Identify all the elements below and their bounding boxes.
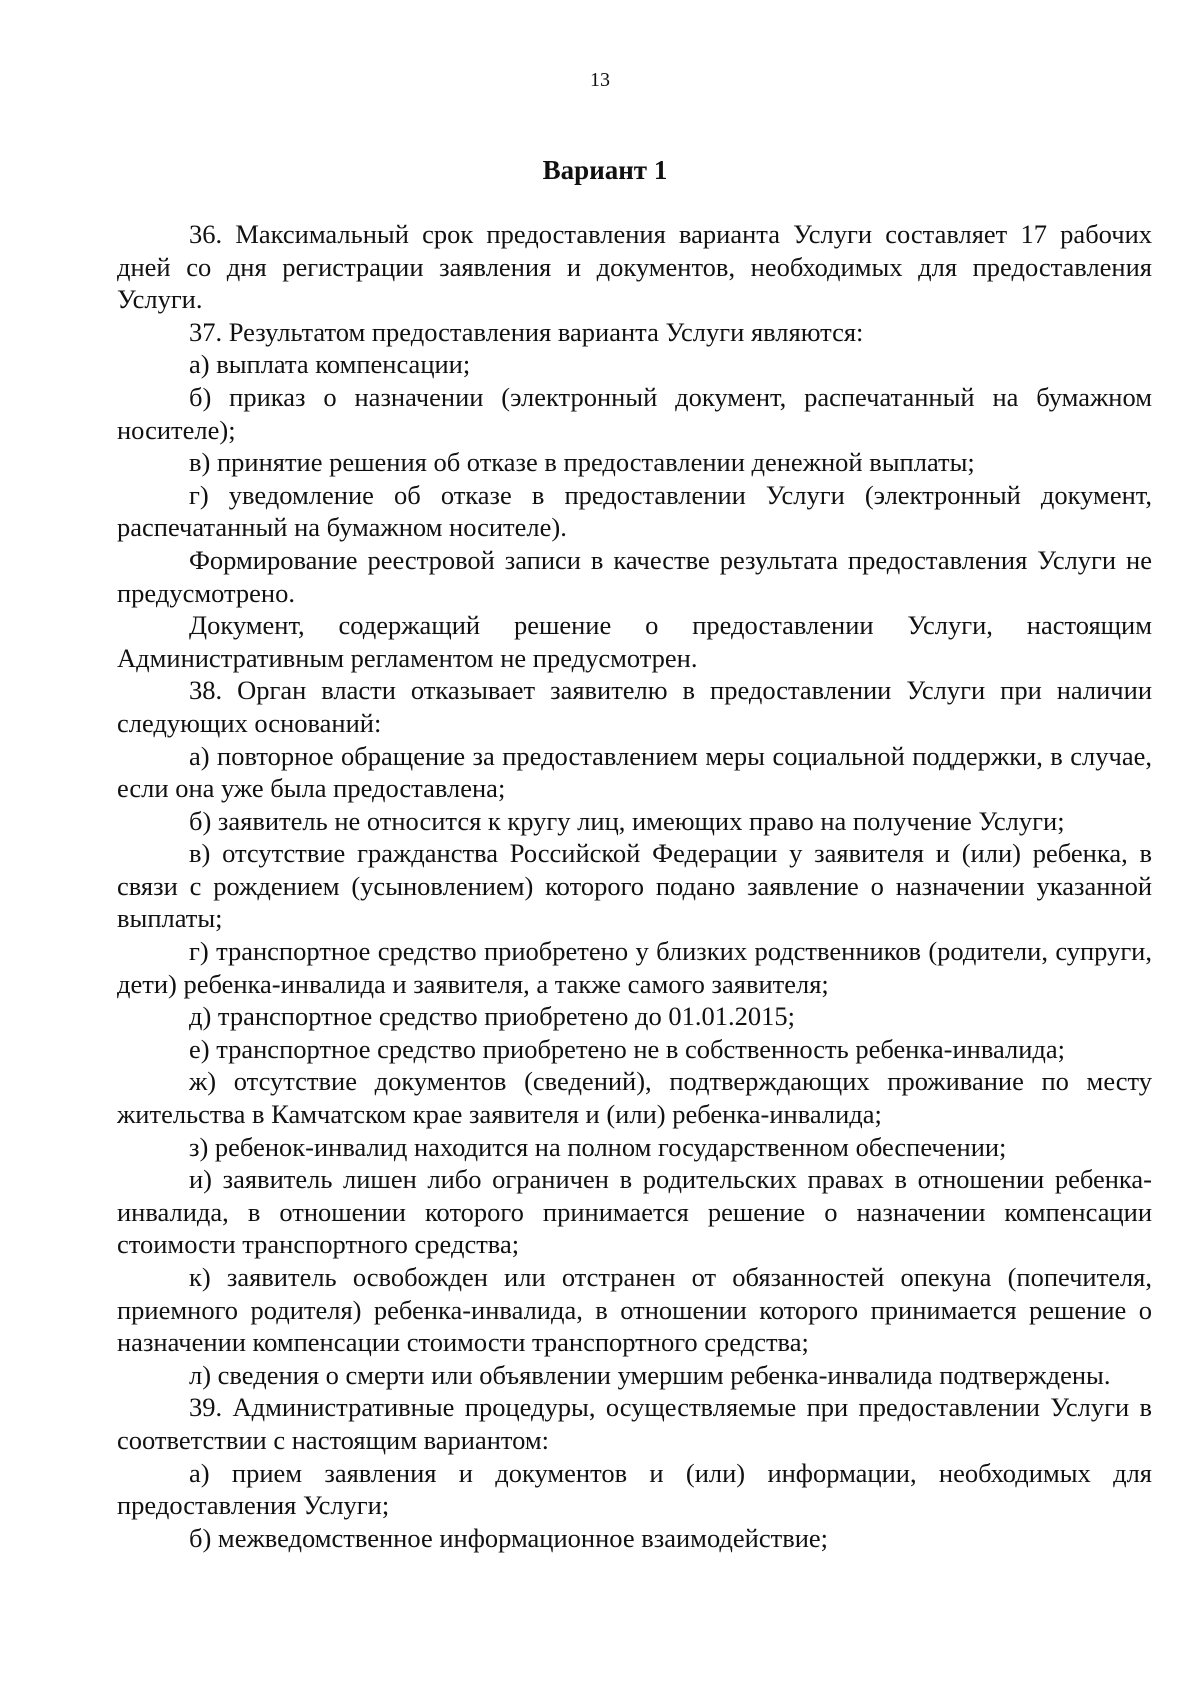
list-item-38k: к) заявитель освобожден или отстранен от обязанностей опекуна (попечителя, приемного родителя) ребенка-инвалида, в отношении которого принимается решение о назначении компенсации стоимости транспортного средства; — [117, 1262, 1152, 1358]
list-item-38b: б) заявитель не относится к кругу лиц, имеющих право на получение Услуги; — [189, 805, 1065, 836]
list-item-37g: г) уведомление об отказе в предоставлении Услуги (электронный документ, распечатанный на бумажном носителе). — [117, 479, 1152, 543]
list-item-38d: д) транспортное средство приобретено до 01.01.2015; — [189, 1001, 796, 1032]
list-item-39a: а) прием заявления и документов и (или) информации, необходимых для предоставления Услуги; — [117, 1457, 1152, 1521]
paragraph-36: 36. Максимальный срок предоставления варианта Услуги составляет 17 рабочих дней со дня регистрации заявления и документов, необходимых для предоставления Услуги. — [117, 219, 1152, 315]
list-item-38v: в) отсутствие гражданства Российской Федерации у заявителя и (или) ребенка, в связи с рождением (усыновлением) которого подано заявление о назначении указанной выплаты; — [117, 838, 1152, 934]
paragraph-38: 38. Орган власти отказывает заявителю в предоставлении Услуги при наличии следующих оснований: — [117, 675, 1152, 738]
paragraph-document-note: Документ, содержащий решение о предоставлении Услуги, настоящим Административным регламентом не предусмотрен. — [117, 610, 1152, 673]
list-item-38g: г) транспортное средство приобретено у близких родственников (родители, супруги, дети) ребенка-инвалида и заявителя, а также самого заявителя; — [117, 936, 1152, 999]
list-item-37a: а) выплата компенсации; — [189, 349, 471, 380]
paragraph-registry-note: Формирование реестровой записи в качестве результата предоставления Услуги не предусмотрено. — [117, 544, 1152, 608]
paragraph-39: 39. Административные процедуры, осуществляемые при предоставлении Услуги в соответствии с настоящим вариантом: — [117, 1392, 1152, 1455]
list-item-38zh: ж) отсутствие документов (сведений), подтверждающих проживание по месту жительства в Камчатском крае заявителя и (или) ребенка-инвалида; — [117, 1066, 1152, 1130]
list-item-38i: и) заявитель лишен либо ограничен в родительских правах в отношении ребенка-инвалида, в отношении которого принимается решение о назначении компенсации стоимости транспортного средства; — [117, 1164, 1152, 1260]
document-body — [117, 218, 1152, 1554]
list-item-38e: е) транспортное средство приобретено не в собственность ребенка-инвалида; — [189, 1033, 1066, 1064]
list-item-38l: л) сведения о смерти или объявлении умершим ребенка-инвалида подтверждены. — [189, 1359, 1111, 1390]
list-item-38a: а) повторное обращение за предоставлением меры социальной поддержки, в случае, если она уже была предоставлена; — [117, 740, 1152, 804]
list-item-38z: з) ребенок-инвалид находится на полном государственном обеспечении; — [189, 1131, 1007, 1162]
list-item-37v: в) принятие решения об отказе в предоставлении денежной выплаты; — [189, 447, 975, 478]
list-item-37b: б) приказ о назначении (электронный документ, распечатанный на бумажном носителе); — [117, 381, 1152, 445]
page-number: 13 — [590, 69, 610, 91]
list-item-39b: б) межведомственное информационное взаимодействие; — [189, 1522, 829, 1553]
paragraph-37: 37. Результатом предоставления варианта Услуги являются: — [189, 316, 864, 347]
section-heading: Вариант 1 — [542, 155, 668, 185]
